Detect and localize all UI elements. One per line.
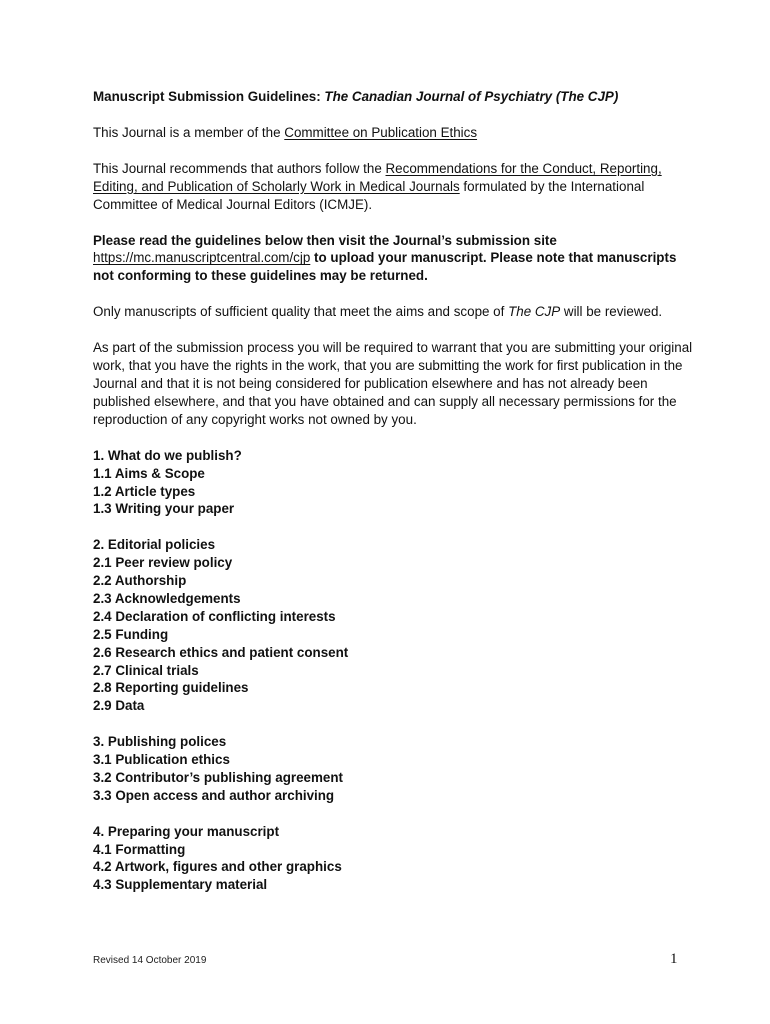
recommend-text: This Journal recommends that authors follow the [93, 160, 386, 176]
toc-item[interactable]: 1.1 Aims & Scope [93, 465, 205, 481]
cope-link[interactable]: Committee on Publication Ethics [284, 124, 478, 140]
toc-item[interactable]: 2.8 Reporting guidelines [93, 680, 249, 696]
toc-item[interactable]: 4.2 Artwork, figures and other graphics [93, 859, 342, 875]
notice-part1: Please read the guidelines below then visit the Journal’s submission site [93, 232, 557, 248]
quality-part2: will be reviewed. [560, 304, 663, 320]
toc-section-2 [93, 536, 693, 715]
toc-item[interactable]: 2.9 Data [93, 698, 145, 714]
toc-item[interactable]: 3.1 Publication ethics [93, 752, 230, 768]
toc-item[interactable]: 4.1 Formatting [93, 841, 186, 857]
quality-paragraph [93, 303, 693, 321]
toc-item[interactable]: 2.4 Declaration of conflicting interests [93, 608, 336, 624]
icmje-recommendations-link[interactable]: Recommendations for the Conduct, Reporting, Editing, and Publication of Scholarly Work in Medical Journals [93, 160, 662, 194]
toc-item[interactable]: 1.3 Writing your paper [93, 501, 235, 517]
toc-item[interactable]: 1.2 Article types [93, 483, 196, 499]
toc-item[interactable]: 2.2 Authorship [93, 573, 187, 589]
toc-heading[interactable]: 1. What do we publish? [93, 447, 242, 463]
submission-site-link[interactable]: https://mc.manuscriptcentral.com/cjp [93, 250, 311, 266]
warrant-paragraph: As part of the submission process you will be required to warrant that you are submitting your original work, that you have the rights in the work, that you are submitting the work for first publication in the Journal and that it is not being considered for publication elsewhere and has not already been published elsewhere, and that you have obtained and can supply all necessary permissions for the reproduction of any copyright works not owned by you. [93, 340, 693, 427]
toc-section-4 [93, 823, 693, 895]
submission-notice [93, 232, 693, 286]
member-text: This Journal is a member of the [93, 124, 285, 140]
notice-part2: to upload your manuscript. Please note that manuscripts not conforming to these guidelines may be returned. [93, 250, 677, 284]
page-number: 1 [670, 951, 678, 967]
quality-part1: Only manuscripts of sufficient quality that meet the aims and scope of [93, 304, 509, 320]
toc-heading[interactable]: 3. Publishing polices [93, 734, 227, 750]
recommend-paragraph [93, 160, 693, 214]
toc-heading[interactable]: 2. Editorial policies [93, 537, 216, 553]
document-body [93, 88, 693, 912]
toc-item[interactable]: 3.2 Contributor’s publishing agreement [93, 769, 343, 785]
toc-item[interactable]: 2.7 Clinical trials [93, 662, 199, 678]
title-journal: The Canadian Journal of Psychiatry (The CJP) [324, 89, 619, 104]
toc-section-3 [93, 733, 693, 805]
toc-item[interactable]: 3.3 Open access and author archiving [93, 787, 335, 803]
revision-date: Revised 14 October 2019 [93, 955, 207, 966]
toc-item[interactable]: 4.3 Supplementary material [93, 877, 268, 893]
recommend-suffix: formulated by the International Committee of Medical Journal Editors (ICMJE). [93, 178, 645, 212]
toc-item[interactable]: 2.5 Funding [93, 626, 169, 642]
title-prefix: Manuscript Submission Guidelines: [93, 89, 325, 104]
page-title [93, 88, 693, 106]
quality-journal: The CJP [508, 304, 561, 320]
toc-item[interactable]: 2.6 Research ethics and patient consent [93, 644, 349, 660]
toc-item[interactable]: 2.3 Acknowledgements [93, 590, 241, 606]
toc-section-1 [93, 447, 693, 519]
toc-item[interactable]: 2.1 Peer review policy [93, 555, 233, 571]
toc-heading[interactable]: 4. Preparing your manuscript [93, 823, 280, 839]
member-paragraph [93, 124, 693, 142]
